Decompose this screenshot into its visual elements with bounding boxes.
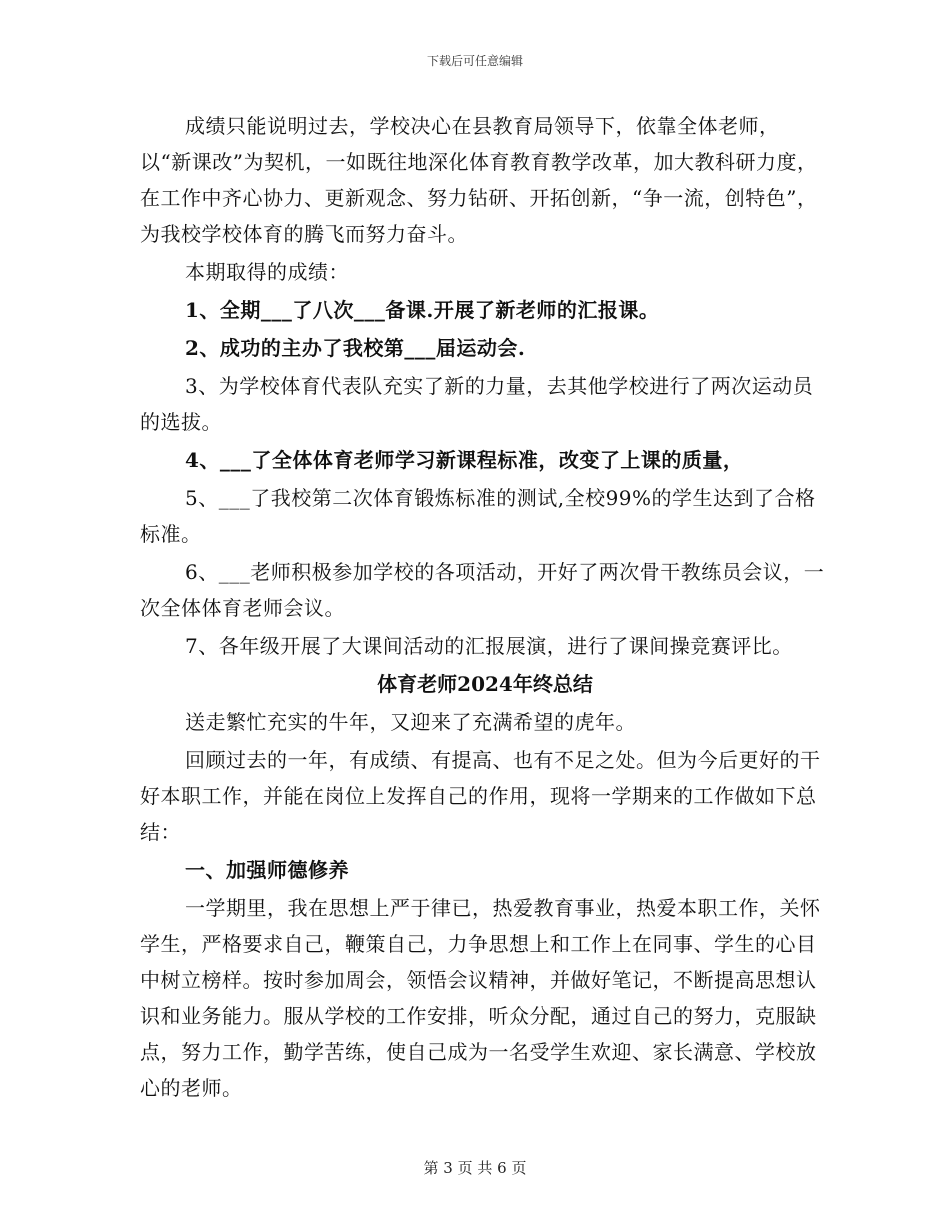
subheading-ethics: 一、加强师德修养: [185, 858, 349, 882]
document-body: [140, 108, 830, 1108]
paragraph-greeting: 送走繁忙充实的牛年，又迎来了充满希望的虎年。: [185, 710, 636, 734]
paragraph-ethics: 一学期里，我在思想上严于律已，热爱教育事业，热爱本职工作，关怀学生，严格要求自己，鞭策自己，力争思想上和工作上在同事、学生的心目中树立榜样。按时参加周会，领悟会议精神，并做好笔记，不断提高思想认识和业务能力。服从学校的工作安排，听众分配，通过自己的努力，克服缺点，努力工作，勤学苦练，使自己成为一名受学生欢迎、家长满意、学校放心的老师。: [140, 896, 821, 1100]
list-item-3: 3、为学校体育代表队充实了新的力量，去其他学校进行了两次运动员的选拔。: [140, 374, 814, 434]
paragraph-intro: 成绩只能说明过去，学校决心在县教育局领导下，依靠全体老师，以“新课改”为契机，一如既往地深化体育教育教学改革，加大教科研力度，在工作中齐心协力、更新观念、努力钻研、开拓创新，“争一流，创特色”，为我校学校体育的腾飞而努力奋斗。: [140, 114, 818, 246]
section-title: 体育老师2024年终总结: [377, 672, 593, 696]
list-item-4: 4、___了全体体育老师学习新课程标准，改变了上课的质量，: [185, 448, 744, 472]
list-item-2: 2、成功的主办了我校第___届运动会.: [185, 336, 526, 360]
list-item-5: 5、___了我校第二次体育锻炼标准的测试,全校99%的学生达到了合格标准。: [140, 486, 816, 546]
paragraph-achievements-heading: 本期取得的成绩：: [185, 260, 349, 284]
page-footer: 第 3 页 共 6 页: [423, 1159, 527, 1177]
page-header: 下载后可任意编辑: [426, 54, 523, 68]
list-item-1: 1、全期___了八次___备课.开展了新老师的汇报课。: [185, 298, 660, 322]
list-item-7: 7、各年级开展了大课间活动的汇报展演，进行了课间操竞赛评比。: [185, 634, 793, 658]
paragraph-review: 回顾过去的一年，有成绩、有提高、也有不足之处。但为今后更好的干好本职工作，并能在岗位上发挥自己的作用，现将一学期来的工作做如下总结：: [140, 748, 821, 844]
list-item-6: 6、___老师积极参加学校的各项活动，开好了两次骨干教练员会议，一次全体体育老师会议。: [140, 560, 825, 620]
